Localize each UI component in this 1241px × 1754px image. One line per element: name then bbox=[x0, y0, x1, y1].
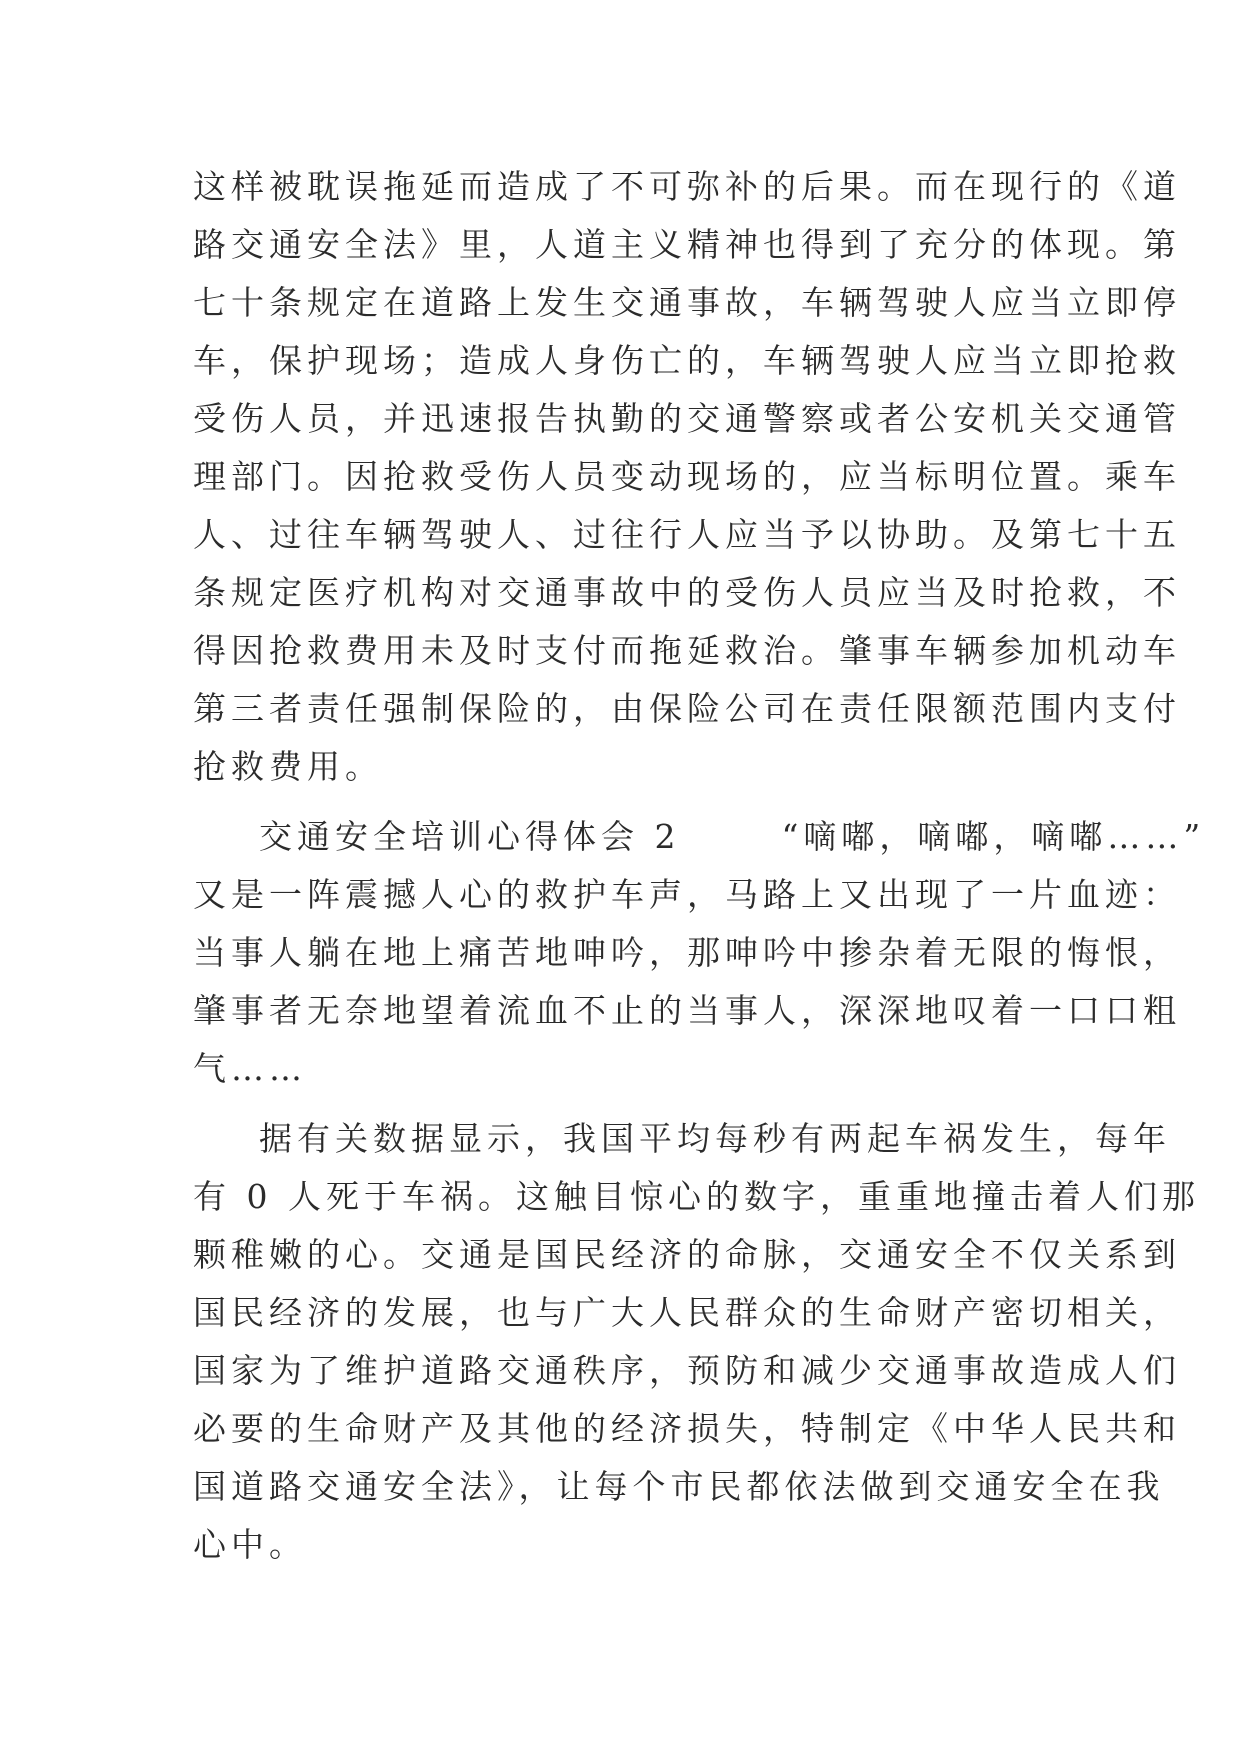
text-line: 理部门。因抢救受伤人员变动现场的，应当标明位置。乘车 bbox=[193, 457, 1181, 496]
text-line: 国道路交通安全法》，让每个市民都依法做到交通安全在我 bbox=[193, 1467, 1165, 1506]
text-line: 车，保护现场；造成人身伤亡的，车辆驾驶人应当立即抢救 bbox=[193, 341, 1181, 380]
paragraph-1 bbox=[193, 158, 1181, 796]
text-line: 第三者责任强制保险的，由保险公司在责任限额范围内支付 bbox=[193, 689, 1181, 728]
document-body bbox=[193, 158, 1206, 1574]
text-line: 抢救费用。 bbox=[193, 747, 383, 786]
text-line: 得因抢救费用未及时支付而拖延救治。肇事车辆参加机动车 bbox=[193, 631, 1181, 670]
paragraph-2 bbox=[193, 808, 1206, 1098]
text-line: 心中。 bbox=[193, 1525, 307, 1564]
text-line: 七十条规定在道路上发生交通事故，车辆驾驶人应当立即停 bbox=[193, 283, 1181, 322]
text-line: 当事人躺在地上痛苦地呻吟，那呻吟中掺杂着无限的悔恨， bbox=[193, 933, 1181, 972]
text-line: 条规定医疗机构对交通事故中的受伤人员应当及时抢救，不 bbox=[193, 573, 1181, 612]
text-line: 颗稚嫩的心。交通是国民经济的命脉，交通安全不仅关系到 bbox=[193, 1235, 1181, 1274]
text-line: 国家为了维护道路交通秩序，预防和减少交通事故造成人们 bbox=[193, 1351, 1181, 1390]
text-line: 国民经济的发展，也与广大人民群众的生命财产密切相关， bbox=[193, 1293, 1181, 1332]
text-line: 肇事者无奈地望着流血不止的当事人，深深地叹着一口口粗 bbox=[193, 991, 1181, 1030]
text-line: 人、过往车辆驾驶人、过往行人应当予以协助。及第七十五 bbox=[193, 515, 1181, 554]
quote-text: “嘀嘟，嘀嘟，嘀嘟……” bbox=[781, 817, 1206, 856]
text-line: 又是一阵震撼人心的救护车声，马路上又出现了一片血迹： bbox=[193, 875, 1181, 914]
text-line: 路交通安全法》里，人道主义精神也得到了充分的体现。第 bbox=[193, 225, 1181, 264]
text-line: 受伤人员，并迅速报告执勤的交通警察或者公安机关交通管 bbox=[193, 399, 1181, 438]
text-line: 有 0 人死于车祸。这触目惊心的数字，重重地撞击着人们那 bbox=[193, 1177, 1200, 1216]
text-line: 这样被耽误拖延而造成了不可弥补的后果。而在现行的《道 bbox=[193, 167, 1181, 206]
section-heading: 交通安全培训心得体会 2 bbox=[259, 817, 681, 856]
text-line: 必要的生命财产及其他的经济损失，特制定《中华人民共和 bbox=[193, 1409, 1181, 1448]
text-line: 气…… bbox=[193, 1049, 307, 1088]
text-line: 据有关数据显示，我国平均每秒有两起车祸发生，每年 bbox=[259, 1119, 1171, 1158]
heading-line bbox=[193, 808, 1206, 866]
paragraph-3 bbox=[193, 1110, 1200, 1574]
